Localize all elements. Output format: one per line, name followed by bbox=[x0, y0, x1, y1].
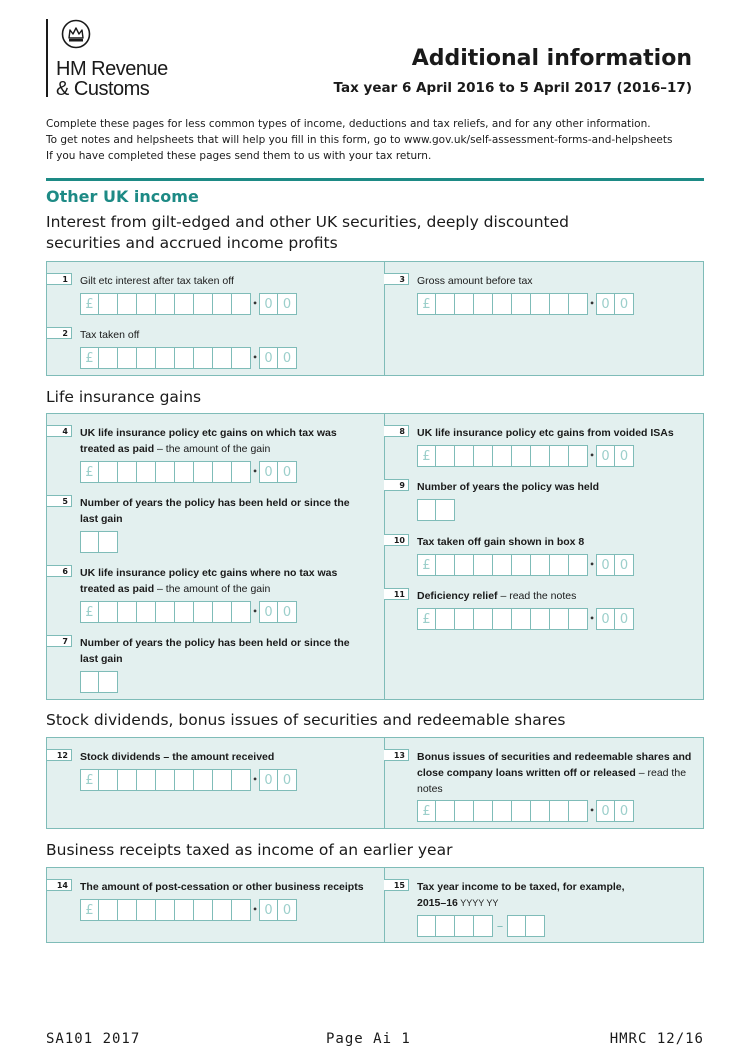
decimal-point: • bbox=[252, 607, 258, 616]
digit-cell bbox=[436, 445, 455, 467]
digit-cell bbox=[531, 800, 550, 822]
heading-gilt: Interest from gilt-edged and other UK securities, deeply discounted securities and accrued income profits bbox=[46, 213, 570, 252]
digit-cell bbox=[232, 461, 251, 483]
decimal-point: • bbox=[252, 353, 258, 362]
digit-cell bbox=[569, 445, 588, 467]
intro-line-3: If you have completed these pages send them to us with your tax return. bbox=[46, 150, 432, 162]
digit-cell bbox=[531, 554, 550, 576]
box-label: The amount of post-cessation or other business receipts bbox=[80, 881, 364, 893]
panel-life bbox=[46, 413, 704, 700]
digit-cell bbox=[436, 608, 455, 630]
digit-cell bbox=[194, 601, 213, 623]
pound-cell: £ bbox=[80, 461, 99, 483]
money-input[interactable] bbox=[417, 800, 634, 822]
pence-cell: 0 bbox=[615, 800, 634, 822]
pence-cell: 0 bbox=[615, 608, 634, 630]
digit-cell bbox=[474, 608, 493, 630]
box-label-bold: Bonus issues of securities and redeemable shares and close company loans written off or released bbox=[417, 751, 692, 779]
box-label: Gilt etc interest after tax taken off bbox=[80, 275, 234, 287]
panel-gilt bbox=[46, 261, 704, 376]
box-label: Tax taken off bbox=[80, 329, 140, 341]
digit-cell bbox=[99, 461, 118, 483]
money-input[interactable] bbox=[80, 461, 297, 483]
pence-cell: 0 bbox=[278, 899, 297, 921]
intro-line-2: To get notes and helpsheets that will help you fill in this form, go to www.gov.uk/self-assessment-forms-and-helpsheets bbox=[46, 134, 673, 146]
money-input[interactable] bbox=[80, 347, 297, 369]
box-number: 10 bbox=[384, 534, 409, 546]
pence-cell: 0 bbox=[278, 347, 297, 369]
digit-cell bbox=[436, 800, 455, 822]
pence-cell: 0 bbox=[596, 293, 615, 315]
digit-cell bbox=[213, 347, 232, 369]
digit-cell bbox=[232, 601, 251, 623]
box-label bbox=[417, 879, 647, 911]
pound-cell: £ bbox=[80, 347, 99, 369]
page-title: Additional information bbox=[411, 46, 692, 71]
box-label: Number of years the policy has been held or since the last gain bbox=[80, 497, 350, 525]
box-label: Tax taken off gain shown in box 8 bbox=[417, 536, 585, 548]
footer-page: Page Ai 1 bbox=[326, 1031, 411, 1047]
box-label-rest: – read the notes bbox=[417, 767, 687, 795]
pound-cell: £ bbox=[417, 554, 436, 576]
digit-cell bbox=[194, 293, 213, 315]
digit-cell bbox=[156, 347, 175, 369]
pence-cell: 0 bbox=[278, 601, 297, 623]
box-label-bold: Tax year income to be taxed, for example, 2015–16 bbox=[417, 881, 625, 909]
digit-cell bbox=[137, 769, 156, 791]
digit-cell bbox=[493, 800, 512, 822]
box-number: 4 bbox=[47, 425, 72, 437]
digit-cell bbox=[531, 608, 550, 630]
digit-cell bbox=[213, 899, 232, 921]
hmrc-logo bbox=[46, 19, 168, 100]
tax-year-input[interactable] bbox=[417, 915, 545, 937]
box-number: 11 bbox=[384, 588, 409, 600]
pence-cell: 0 bbox=[259, 899, 278, 921]
box-label-bold: UK life insurance policy etc gains on which tax was treated as paid bbox=[80, 427, 337, 455]
box-number: 1 bbox=[47, 273, 72, 285]
digit-cell bbox=[213, 601, 232, 623]
footer-version: HMRC 12/16 bbox=[609, 1031, 704, 1047]
digit-cell bbox=[137, 293, 156, 315]
decimal-point: • bbox=[589, 560, 595, 569]
box-label bbox=[417, 749, 699, 797]
box-number: 14 bbox=[47, 879, 72, 891]
decimal-point: • bbox=[589, 806, 595, 815]
pence-cell: 0 bbox=[596, 554, 615, 576]
digit-cell bbox=[531, 293, 550, 315]
footer-form-id: SA101 2017 bbox=[46, 1031, 141, 1047]
digit-cell bbox=[474, 800, 493, 822]
digit-cell bbox=[175, 461, 194, 483]
digit-cell bbox=[194, 899, 213, 921]
money-input[interactable] bbox=[417, 608, 634, 630]
digit-cell bbox=[493, 445, 512, 467]
digit-cell bbox=[175, 347, 194, 369]
digit-cell bbox=[232, 899, 251, 921]
digit-cell bbox=[436, 554, 455, 576]
pence-cell: 0 bbox=[259, 347, 278, 369]
box-label: UK life insurance policy etc gains from voided ISAs bbox=[417, 427, 674, 439]
digit-cell bbox=[175, 293, 194, 315]
years-input[interactable] bbox=[80, 531, 118, 553]
digit-cell bbox=[436, 293, 455, 315]
pence-cell: 0 bbox=[259, 601, 278, 623]
heading-business: Business receipts taxed as income of an earlier year bbox=[46, 841, 453, 859]
money-input[interactable] bbox=[417, 445, 634, 467]
digit-cell bbox=[550, 445, 569, 467]
digit-cell bbox=[194, 769, 213, 791]
digit-cell bbox=[175, 899, 194, 921]
digit-cell bbox=[550, 554, 569, 576]
digit-cell bbox=[156, 293, 175, 315]
decimal-point: • bbox=[589, 451, 595, 460]
box-label-bold: UK life insurance policy etc gains where no tax was treated as paid bbox=[80, 567, 338, 595]
digit-cell bbox=[232, 769, 251, 791]
pence-cell: 0 bbox=[615, 445, 634, 467]
digit-cell bbox=[455, 800, 474, 822]
panel-business bbox=[46, 867, 704, 943]
org-name-line2: & Customs bbox=[56, 78, 150, 100]
box-label bbox=[80, 565, 365, 597]
money-input[interactable] bbox=[80, 293, 297, 315]
box-number: 5 bbox=[47, 495, 72, 507]
digit-cell bbox=[118, 347, 137, 369]
pence-cell: 0 bbox=[596, 445, 615, 467]
pence-cell: 0 bbox=[278, 293, 297, 315]
box-label-rest: – the amount of the gain bbox=[154, 443, 271, 455]
box-label: Number of years the policy has been held or since the last gain bbox=[80, 637, 350, 665]
digit-cell bbox=[118, 461, 137, 483]
intro-text bbox=[46, 116, 706, 164]
years-input[interactable] bbox=[417, 499, 455, 521]
digit-cell bbox=[213, 769, 232, 791]
digit-cell bbox=[99, 347, 118, 369]
box-number: 13 bbox=[384, 749, 409, 761]
digit-cell bbox=[455, 608, 474, 630]
decimal-point: • bbox=[252, 905, 258, 914]
dash-separator: – bbox=[496, 918, 504, 934]
digit-cell bbox=[232, 293, 251, 315]
box-number: 2 bbox=[47, 327, 72, 339]
digit-cell bbox=[569, 800, 588, 822]
digit-cell bbox=[493, 608, 512, 630]
section-title: Other UK income bbox=[46, 187, 199, 206]
pound-cell: £ bbox=[417, 608, 436, 630]
pound-cell: £ bbox=[417, 293, 436, 315]
box-number: 15 bbox=[384, 879, 409, 891]
money-input[interactable] bbox=[80, 899, 297, 921]
digit-cell bbox=[99, 293, 118, 315]
money-input[interactable] bbox=[417, 554, 634, 576]
box-label bbox=[80, 425, 365, 457]
digit-cell bbox=[194, 461, 213, 483]
pence-cell: 0 bbox=[278, 461, 297, 483]
digit-cell bbox=[455, 293, 474, 315]
digit-cell bbox=[512, 554, 531, 576]
pence-cell: 0 bbox=[278, 769, 297, 791]
pound-cell: £ bbox=[417, 800, 436, 822]
heading-life: Life insurance gains bbox=[46, 388, 202, 406]
box-label-rest: – the amount of the gain bbox=[154, 583, 271, 595]
box-number: 6 bbox=[47, 565, 72, 577]
digit-cell bbox=[156, 461, 175, 483]
digit-cell bbox=[512, 445, 531, 467]
digit-cell bbox=[512, 293, 531, 315]
decimal-point: • bbox=[589, 614, 595, 623]
box-label: Gross amount before tax bbox=[417, 275, 533, 287]
digit-cell bbox=[455, 554, 474, 576]
digit-cell bbox=[156, 899, 175, 921]
decimal-point: • bbox=[252, 299, 258, 308]
pence-cell: 0 bbox=[596, 608, 615, 630]
box-label bbox=[417, 588, 576, 604]
digit-cell bbox=[474, 293, 493, 315]
digit-cell bbox=[99, 899, 118, 921]
pence-cell: 0 bbox=[596, 800, 615, 822]
digit-cell bbox=[137, 899, 156, 921]
box-number: 3 bbox=[384, 273, 409, 285]
heading-stock: Stock dividends, bonus issues of securities and redeemable shares bbox=[46, 711, 566, 729]
digit-cell bbox=[232, 347, 251, 369]
digit-cell bbox=[512, 608, 531, 630]
money-input[interactable] bbox=[80, 601, 297, 623]
decimal-point: • bbox=[252, 775, 258, 784]
digit-cell bbox=[569, 554, 588, 576]
digit-cell bbox=[118, 899, 137, 921]
panel-stock bbox=[46, 737, 704, 829]
digit-cell bbox=[118, 293, 137, 315]
money-input[interactable] bbox=[80, 769, 297, 791]
box-number: 7 bbox=[47, 635, 72, 647]
pound-cell: £ bbox=[80, 769, 99, 791]
digit-cell bbox=[550, 800, 569, 822]
pound-cell: £ bbox=[80, 293, 99, 315]
digit-cell bbox=[512, 800, 531, 822]
pence-cell: 0 bbox=[259, 293, 278, 315]
decimal-point: • bbox=[252, 467, 258, 476]
box-number: 12 bbox=[47, 749, 72, 761]
page-subtitle: Tax year 6 April 2016 to 5 April 2017 (2016–17) bbox=[333, 80, 692, 96]
digit-cell bbox=[474, 554, 493, 576]
digit-cell bbox=[569, 608, 588, 630]
money-input[interactable] bbox=[417, 293, 634, 315]
digit-cell bbox=[213, 461, 232, 483]
digit-cell bbox=[550, 608, 569, 630]
pence-cell: 0 bbox=[259, 461, 278, 483]
intro-line-1: Complete these pages for less common types of income, deductions and tax reliefs, and for any other information. bbox=[46, 118, 651, 130]
digit-cell bbox=[213, 293, 232, 315]
box-label: Number of years the policy was held bbox=[417, 481, 600, 493]
box-label-bold: Deficiency relief bbox=[417, 590, 498, 602]
digit-cell bbox=[493, 554, 512, 576]
years-input[interactable] bbox=[80, 671, 118, 693]
pence-cell: 0 bbox=[615, 554, 634, 576]
pound-cell: £ bbox=[80, 601, 99, 623]
box-number: 8 bbox=[384, 425, 409, 437]
digit-cell bbox=[175, 769, 194, 791]
pound-cell: £ bbox=[80, 899, 99, 921]
box-label-rest: – read the notes bbox=[497, 590, 577, 602]
digit-cell bbox=[99, 601, 118, 623]
digit-cell bbox=[455, 445, 474, 467]
digit-cell bbox=[493, 293, 512, 315]
section-rule bbox=[46, 178, 704, 181]
digit-cell bbox=[156, 601, 175, 623]
digit-cell bbox=[531, 445, 550, 467]
digit-cell bbox=[99, 769, 118, 791]
digit-cell bbox=[569, 293, 588, 315]
digit-cell bbox=[156, 769, 175, 791]
box-label-rest: YYYY YY bbox=[457, 898, 499, 908]
pence-cell: 0 bbox=[615, 293, 634, 315]
pound-cell: £ bbox=[417, 445, 436, 467]
org-name-line1: HM Revenue bbox=[56, 58, 168, 80]
digit-cell bbox=[194, 347, 213, 369]
digit-cell bbox=[550, 293, 569, 315]
decimal-point: • bbox=[589, 299, 595, 308]
box-number: 9 bbox=[384, 479, 409, 491]
crown-crest-icon bbox=[61, 19, 91, 49]
digit-cell bbox=[137, 347, 156, 369]
box-label: Stock dividends – the amount received bbox=[80, 751, 275, 763]
digit-cell bbox=[474, 445, 493, 467]
digit-cell bbox=[137, 601, 156, 623]
pence-cell: 0 bbox=[259, 769, 278, 791]
digit-cell bbox=[137, 461, 156, 483]
digit-cell bbox=[118, 601, 137, 623]
org-name bbox=[56, 59, 168, 99]
digit-cell bbox=[175, 601, 194, 623]
digit-cell bbox=[118, 769, 137, 791]
